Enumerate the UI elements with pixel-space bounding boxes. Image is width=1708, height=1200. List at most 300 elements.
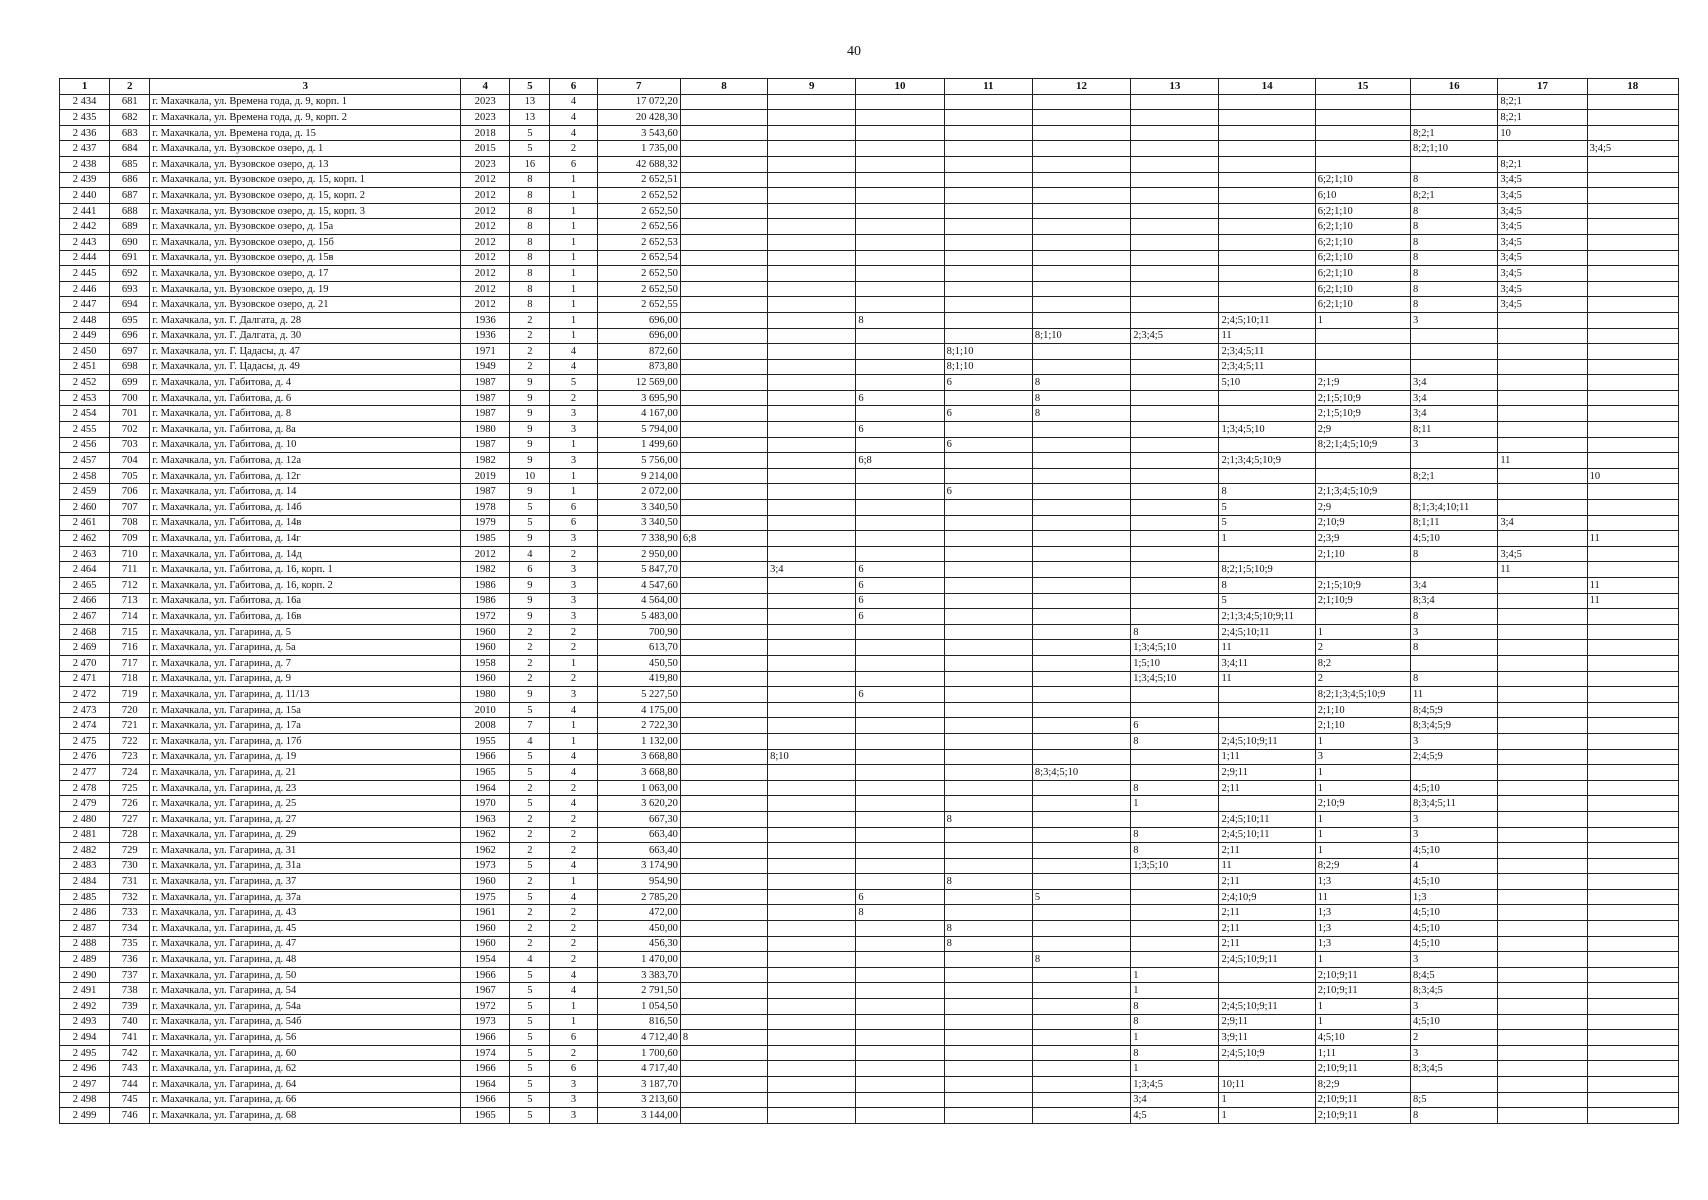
work-code-cell (856, 983, 944, 999)
local-number-cell: 733 (110, 905, 150, 921)
work-code-cell: 8;3;4;5 (1411, 1061, 1498, 1077)
year-cell: 1960 (461, 921, 510, 937)
work-code-cell: 3 (1315, 749, 1410, 765)
work-code-cell (856, 281, 944, 297)
work-code-cell (768, 655, 856, 671)
local-number-cell: 689 (110, 219, 150, 235)
work-code-cell (944, 905, 1032, 921)
local-number-cell: 698 (110, 359, 150, 375)
local-number-cell: 730 (110, 858, 150, 874)
work-code-cell (1032, 967, 1130, 983)
table-row (60, 983, 1679, 999)
entrances-cell: 2 (550, 780, 597, 796)
work-code-cell (768, 468, 856, 484)
work-code-cell (944, 266, 1032, 282)
table-row (60, 655, 1679, 671)
work-code-cell (1032, 921, 1130, 937)
work-code-cell: 8 (856, 312, 944, 328)
year-cell: 1982 (461, 562, 510, 578)
work-code-cell: 2;1;10 (1315, 546, 1410, 562)
row-number-cell: 2 435 (60, 110, 110, 126)
work-code-cell (856, 640, 944, 656)
address-cell: г. Махачкала, ул. Гагарина, д. 25 (150, 796, 461, 812)
work-code-cell (768, 234, 856, 250)
local-number-cell: 735 (110, 936, 150, 952)
row-number-cell: 2 461 (60, 515, 110, 531)
work-code-cell: 2 (1315, 640, 1410, 656)
work-code-cell: 3;4;5 (1498, 266, 1587, 282)
year-cell: 1964 (461, 1077, 510, 1093)
work-code-cell (1131, 905, 1219, 921)
row-number-cell: 2 448 (60, 312, 110, 328)
address-cell: г. Махачкала, ул. Гагарина, д. 5 (150, 624, 461, 640)
table-row (60, 188, 1679, 204)
floors-cell: 5 (510, 500, 550, 516)
work-code-cell (680, 593, 767, 609)
work-code-cell (768, 437, 856, 453)
year-cell: 2019 (461, 468, 510, 484)
work-code-cell: 2;10;9;11 (1315, 983, 1410, 999)
work-code-cell (1498, 749, 1587, 765)
work-code-cell (1587, 281, 1678, 297)
work-code-cell (1131, 344, 1219, 360)
row-number-cell: 2 480 (60, 811, 110, 827)
address-cell: г. Махачкала, ул. Гагарина, д. 11/13 (150, 687, 461, 703)
work-code-cell: 2;10;9 (1315, 796, 1410, 812)
area-cell: 20 428,30 (597, 110, 680, 126)
work-code-cell (944, 702, 1032, 718)
work-code-cell (680, 359, 767, 375)
work-code-cell: 4;5 (1131, 1108, 1219, 1124)
work-code-cell (856, 1030, 944, 1046)
entrances-cell: 1 (550, 250, 597, 266)
work-code-cell: 3 (1411, 437, 1498, 453)
local-number-cell: 731 (110, 874, 150, 890)
entrances-cell: 1 (550, 312, 597, 328)
address-cell: г. Махачкала, ул. Гагарина, д. 23 (150, 780, 461, 796)
work-code-cell (1587, 843, 1678, 859)
local-number-cell: 722 (110, 733, 150, 749)
work-code-cell (1131, 234, 1219, 250)
floors-cell: 2 (510, 655, 550, 671)
area-cell: 2 791,50 (597, 983, 680, 999)
work-code-cell (680, 141, 767, 157)
work-code-cell: 2;1;10;9 (1315, 593, 1410, 609)
work-code-cell (1587, 406, 1678, 422)
work-code-cell (768, 874, 856, 890)
work-code-cell (1498, 312, 1587, 328)
table-row (60, 952, 1679, 968)
year-cell: 2023 (461, 94, 510, 110)
work-code-cell (1587, 702, 1678, 718)
year-cell: 1971 (461, 344, 510, 360)
floors-cell: 8 (510, 281, 550, 297)
work-code-cell (944, 156, 1032, 172)
table-row (60, 765, 1679, 781)
work-code-cell (1315, 94, 1410, 110)
work-code-cell (680, 624, 767, 640)
work-code-cell: 6 (856, 422, 944, 438)
work-code-cell (768, 921, 856, 937)
entrances-cell: 1 (550, 266, 597, 282)
work-code-cell (1498, 1077, 1587, 1093)
row-number-cell: 2 488 (60, 936, 110, 952)
area-cell: 3 213,60 (597, 1092, 680, 1108)
area-cell: 1 700,60 (597, 1045, 680, 1061)
address-cell: г. Махачкала, ул. Гагарина, д. 37 (150, 874, 461, 890)
work-code-cell (1032, 858, 1130, 874)
local-number-cell: 712 (110, 578, 150, 594)
local-number-cell: 708 (110, 515, 150, 531)
local-number-cell: 718 (110, 671, 150, 687)
table-row (60, 156, 1679, 172)
floors-cell: 5 (510, 765, 550, 781)
work-code-cell: 8 (1411, 234, 1498, 250)
local-number-cell: 738 (110, 983, 150, 999)
work-code-cell (1032, 796, 1130, 812)
address-cell: г. Махачкала, ул. Гагарина, д. 27 (150, 811, 461, 827)
entrances-cell: 2 (550, 921, 597, 937)
floors-cell: 2 (510, 827, 550, 843)
work-code-cell (944, 718, 1032, 734)
work-code-cell: 8 (1032, 375, 1130, 391)
work-code-cell (1498, 406, 1587, 422)
address-cell: г. Махачкала, ул. Габитова, д. 16, корп. 1 (150, 562, 461, 578)
local-number-cell: 734 (110, 921, 150, 937)
work-code-cell: 8 (1131, 733, 1219, 749)
table-row (60, 219, 1679, 235)
address-cell: г. Махачкала, ул. Габитова, д. 4 (150, 375, 461, 391)
work-code-cell (680, 609, 767, 625)
entrances-cell: 1 (550, 655, 597, 671)
year-cell: 1978 (461, 500, 510, 516)
work-code-cell: 8 (856, 905, 944, 921)
work-code-cell (856, 437, 944, 453)
work-code-cell (1587, 936, 1678, 952)
work-code-cell (1587, 1014, 1678, 1030)
work-code-cell: 8;3;4;5;9 (1411, 718, 1498, 734)
work-code-cell (944, 328, 1032, 344)
work-code-cell (680, 1061, 767, 1077)
area-cell: 2 785,20 (597, 889, 680, 905)
work-code-cell (680, 780, 767, 796)
entrances-cell: 1 (550, 1014, 597, 1030)
work-code-cell (1032, 1045, 1130, 1061)
work-code-cell (1131, 921, 1219, 937)
address-cell: г. Махачкала, ул. Габитова, д. 14б (150, 500, 461, 516)
address-cell: г. Махачкала, ул. Гагарина, д. 37а (150, 889, 461, 905)
floors-cell: 5 (510, 125, 550, 141)
work-code-cell: 8;1;10 (944, 344, 1032, 360)
work-code-cell (1498, 921, 1587, 937)
table-row (60, 94, 1679, 110)
address-cell: г. Махачкала, ул. Гагарина, д. 62 (150, 1061, 461, 1077)
work-code-cell: 2;4;5;9 (1411, 749, 1498, 765)
area-cell: 5 756,00 (597, 453, 680, 469)
work-code-cell (768, 515, 856, 531)
work-code-cell (944, 671, 1032, 687)
floors-cell: 13 (510, 94, 550, 110)
work-code-cell: 1;3;4;5;10 (1219, 422, 1315, 438)
work-code-cell: 6;8 (856, 453, 944, 469)
work-code-cell (856, 125, 944, 141)
year-cell: 2012 (461, 281, 510, 297)
work-code-cell: 6;8 (680, 531, 767, 547)
work-code-cell (1498, 889, 1587, 905)
work-code-cell (856, 188, 944, 204)
row-number-cell: 2 453 (60, 390, 110, 406)
work-code-cell (1587, 359, 1678, 375)
work-code-cell (768, 889, 856, 905)
work-code-cell: 3;4 (1411, 375, 1498, 391)
local-number-cell: 732 (110, 889, 150, 905)
local-number-cell: 707 (110, 500, 150, 516)
work-code-cell (680, 889, 767, 905)
work-code-cell: 11 (1219, 640, 1315, 656)
work-code-cell (680, 1045, 767, 1061)
entrances-cell: 6 (550, 1061, 597, 1077)
entrances-cell: 2 (550, 811, 597, 827)
column-header: 13 (1131, 79, 1219, 95)
work-code-cell: 1;3;4;5;10 (1131, 671, 1219, 687)
address-cell: г. Махачкала, ул. Вузовское озеро, д. 15, корп. 3 (150, 203, 461, 219)
work-code-cell: 3 (1411, 952, 1498, 968)
entrances-cell: 2 (550, 640, 597, 656)
work-code-cell (1032, 172, 1130, 188)
table-header (60, 79, 1679, 95)
year-cell: 2012 (461, 188, 510, 204)
work-code-cell (1219, 390, 1315, 406)
registry-sheet (59, 78, 1679, 1124)
entrances-cell: 2 (550, 390, 597, 406)
work-code-cell: 1 (1315, 624, 1410, 640)
area-cell: 667,30 (597, 811, 680, 827)
work-code-cell: 10 (1587, 468, 1678, 484)
work-code-cell (1131, 94, 1219, 110)
work-code-cell: 8 (1411, 203, 1498, 219)
work-code-cell (1587, 967, 1678, 983)
work-code-cell (1498, 141, 1587, 157)
table-row (60, 1030, 1679, 1046)
work-code-cell (1498, 468, 1587, 484)
work-code-cell: 3;4 (768, 562, 856, 578)
work-code-cell: 2;11 (1219, 780, 1315, 796)
work-code-cell: 8;2;9 (1315, 1077, 1410, 1093)
work-code-cell (680, 110, 767, 126)
work-code-cell: 2;9 (1315, 422, 1410, 438)
work-code-cell (1587, 219, 1678, 235)
work-code-cell: 1;3 (1315, 921, 1410, 937)
work-code-cell (680, 843, 767, 859)
floors-cell: 5 (510, 1108, 550, 1124)
work-code-cell (1032, 999, 1130, 1015)
table-row (60, 811, 1679, 827)
row-number-cell: 2 471 (60, 671, 110, 687)
work-code-cell (1411, 655, 1498, 671)
work-code-cell (1032, 562, 1130, 578)
year-cell: 1987 (461, 375, 510, 391)
work-code-cell (768, 952, 856, 968)
table-row (60, 328, 1679, 344)
work-code-cell (944, 562, 1032, 578)
column-header: 16 (1411, 79, 1498, 95)
registry-table (59, 78, 1679, 1124)
table-row (60, 936, 1679, 952)
work-code-cell: 6;2;1;10 (1315, 234, 1410, 250)
work-code-cell: 2;11 (1219, 843, 1315, 859)
work-code-cell (1587, 1077, 1678, 1093)
area-cell: 42 688,32 (597, 156, 680, 172)
work-code-cell (680, 344, 767, 360)
work-code-cell (680, 936, 767, 952)
entrances-cell: 4 (550, 125, 597, 141)
work-code-cell (768, 531, 856, 547)
local-number-cell: 716 (110, 640, 150, 656)
floors-cell: 8 (510, 172, 550, 188)
row-number-cell: 2 473 (60, 702, 110, 718)
work-code-cell (944, 1061, 1032, 1077)
work-code-cell (856, 921, 944, 937)
floors-cell: 5 (510, 749, 550, 765)
work-code-cell: 8;3;4;5;11 (1411, 796, 1498, 812)
work-code-cell: 8 (1411, 250, 1498, 266)
work-code-cell: 4;5;10 (1411, 843, 1498, 859)
address-cell: г. Махачкала, ул. Габитова, д. 14д (150, 546, 461, 562)
area-cell: 613,70 (597, 640, 680, 656)
work-code-cell (768, 328, 856, 344)
floors-cell: 9 (510, 687, 550, 703)
row-number-cell: 2 450 (60, 344, 110, 360)
work-code-cell (1219, 125, 1315, 141)
work-code-cell (1032, 624, 1130, 640)
work-code-cell (944, 94, 1032, 110)
work-code-cell (1032, 874, 1130, 890)
work-code-cell (680, 671, 767, 687)
table-row (60, 889, 1679, 905)
work-code-cell (856, 266, 944, 282)
column-header: 10 (856, 79, 944, 95)
work-code-cell (1032, 905, 1130, 921)
work-code-cell (944, 624, 1032, 640)
table-row (60, 921, 1679, 937)
work-code-cell (1587, 921, 1678, 937)
area-cell: 663,40 (597, 843, 680, 859)
work-code-cell (944, 1092, 1032, 1108)
work-code-cell (944, 234, 1032, 250)
area-cell: 3 340,50 (597, 515, 680, 531)
local-number-cell: 706 (110, 484, 150, 500)
work-code-cell (1587, 203, 1678, 219)
work-code-cell: 1;3;4;5 (1131, 1077, 1219, 1093)
row-number-cell: 2 484 (60, 874, 110, 890)
work-code-cell (1498, 624, 1587, 640)
work-code-cell (1587, 655, 1678, 671)
work-code-cell: 6;2;1;10 (1315, 172, 1410, 188)
work-code-cell: 8 (944, 874, 1032, 890)
address-cell: г. Махачкала, ул. Габитова, д. 8 (150, 406, 461, 422)
floors-cell: 9 (510, 578, 550, 594)
work-code-cell (1498, 905, 1587, 921)
floors-cell: 13 (510, 110, 550, 126)
work-code-cell: 6 (856, 390, 944, 406)
floors-cell: 5 (510, 967, 550, 983)
floors-cell: 5 (510, 1061, 550, 1077)
work-code-cell (1032, 546, 1130, 562)
table-row (60, 546, 1679, 562)
work-code-cell (1498, 843, 1587, 859)
area-cell: 7 338,90 (597, 531, 680, 547)
work-code-cell (1131, 702, 1219, 718)
work-code-cell (1032, 94, 1130, 110)
year-cell: 2008 (461, 718, 510, 734)
work-code-cell (1411, 484, 1498, 500)
table-row (60, 733, 1679, 749)
work-code-cell: 8;3;4;5 (1411, 983, 1498, 999)
floors-cell: 5 (510, 999, 550, 1015)
work-code-cell: 4;5;10 (1411, 874, 1498, 890)
work-code-cell: 5 (1219, 500, 1315, 516)
work-code-cell (1411, 328, 1498, 344)
work-code-cell: 8;2;1 (1411, 125, 1498, 141)
work-code-cell (1498, 328, 1587, 344)
work-code-cell (680, 733, 767, 749)
table-row (60, 843, 1679, 859)
work-code-cell: 4;5;10 (1411, 780, 1498, 796)
work-code-cell: 2;3;4;5 (1131, 328, 1219, 344)
work-code-cell (1032, 1077, 1130, 1093)
work-code-cell (1498, 375, 1587, 391)
table-row (60, 671, 1679, 687)
row-number-cell: 2 444 (60, 250, 110, 266)
column-header: 15 (1315, 79, 1410, 95)
floors-cell: 8 (510, 188, 550, 204)
work-code-cell (680, 1092, 767, 1108)
work-code-cell: 2;10;9;11 (1315, 1092, 1410, 1108)
year-cell: 2012 (461, 250, 510, 266)
work-code-cell (1032, 110, 1130, 126)
work-code-cell (1032, 671, 1130, 687)
area-cell: 2 652,50 (597, 266, 680, 282)
row-number-cell: 2 452 (60, 375, 110, 391)
work-code-cell: 3 (1411, 811, 1498, 827)
work-code-cell (1587, 999, 1678, 1015)
entrances-cell: 2 (550, 905, 597, 921)
year-cell: 1982 (461, 453, 510, 469)
table-row (60, 640, 1679, 656)
address-cell: г. Махачкала, ул. Вузовское озеро, д. 15, корп. 1 (150, 172, 461, 188)
address-cell: г. Махачкала, ул. Гагарина, д. 17а (150, 718, 461, 734)
work-code-cell: 1;11 (1315, 1045, 1410, 1061)
work-code-cell (680, 172, 767, 188)
area-cell: 2 652,50 (597, 203, 680, 219)
work-code-cell (768, 624, 856, 640)
floors-cell: 5 (510, 1014, 550, 1030)
work-code-cell: 2;11 (1219, 921, 1315, 937)
address-cell: г. Махачкала, ул. Г. Далгата, д. 28 (150, 312, 461, 328)
work-code-cell (1032, 1061, 1130, 1077)
work-code-cell: 6 (856, 578, 944, 594)
work-code-cell: 8 (1411, 1108, 1498, 1124)
work-code-cell: 2;11 (1219, 936, 1315, 952)
work-code-cell (768, 156, 856, 172)
entrances-cell: 6 (550, 156, 597, 172)
work-code-cell: 10;11 (1219, 1077, 1315, 1093)
work-code-cell (1131, 390, 1219, 406)
area-cell: 3 620,20 (597, 796, 680, 812)
work-code-cell (1032, 1092, 1130, 1108)
work-code-cell (768, 110, 856, 126)
work-code-cell: 8 (1411, 172, 1498, 188)
